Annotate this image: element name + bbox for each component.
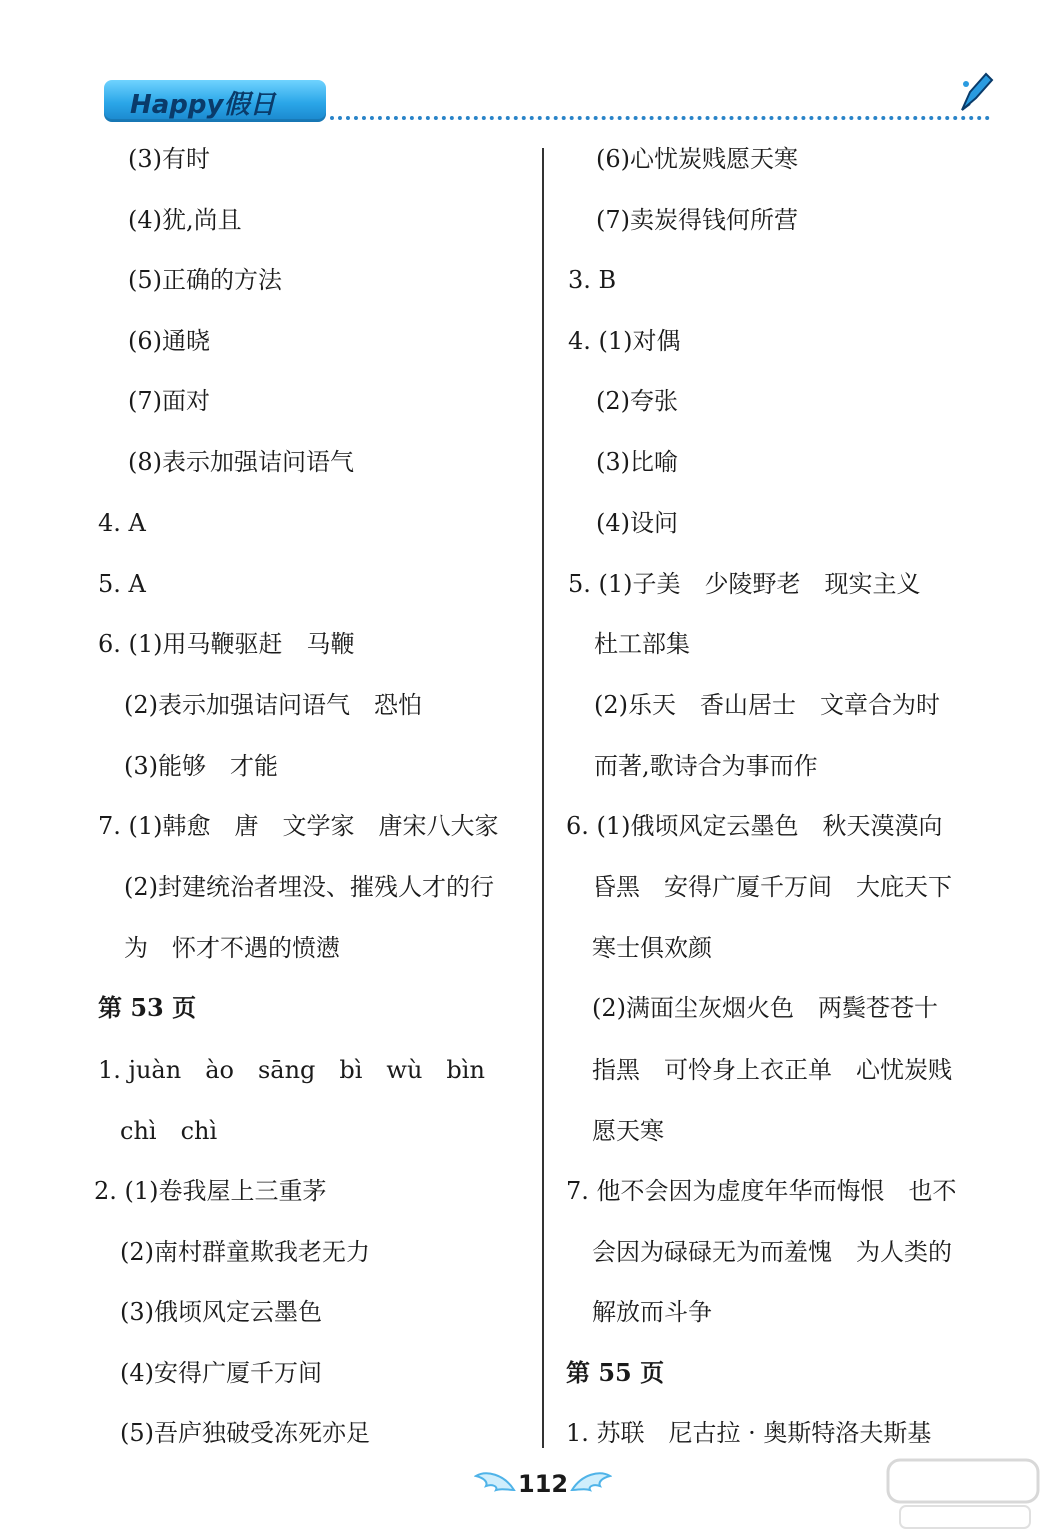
answer-line: 而著,歌诗合为事而作 bbox=[594, 752, 818, 780]
answer-line: 6. (1)俄顷风定云墨色 秋天漠漠向 bbox=[566, 812, 943, 840]
answer-line: 7. 他不会因为虚度年华而悔恨 也不 bbox=[566, 1177, 957, 1205]
answer-line: 4. A bbox=[98, 509, 146, 537]
answer-line: (5)正确的方法 bbox=[128, 266, 282, 294]
answer-line: 2. (1)卷我屋上三重茅 bbox=[94, 1177, 327, 1205]
section-heading: 第 53 页 bbox=[98, 993, 197, 1022]
answer-line: (3)能够 才能 bbox=[124, 752, 278, 780]
answer-line: 愿天寒 bbox=[592, 1117, 664, 1145]
answer-line: 寒士俱欢颜 bbox=[592, 934, 712, 962]
answer-line: (8)表示加强诘问语气 bbox=[128, 448, 354, 476]
answer-line: (6)通晓 bbox=[128, 327, 210, 355]
answer-line: 7. (1)韩愈 唐 文学家 唐宋八大家 bbox=[98, 812, 499, 840]
answer-line: 4. (1)对偶 bbox=[568, 327, 681, 355]
answer-line: (2)乐天 香山居士 文章合为时 bbox=[594, 691, 940, 719]
header-title: Happy假日 bbox=[130, 90, 276, 120]
answer-line: (4)安得广厦千万间 bbox=[120, 1359, 322, 1387]
answer-line: (4)设问 bbox=[596, 509, 678, 537]
answer-line: (6)心忧炭贱愿天寒 bbox=[596, 145, 798, 173]
header-dotted-rule bbox=[330, 116, 990, 120]
wing-icon bbox=[570, 1468, 612, 1504]
answer-line: 5. A bbox=[98, 570, 146, 598]
answer-line: 杜工部集 bbox=[594, 630, 690, 658]
answer-line: 1. juàn ào sāng bì wù bìn bbox=[98, 1056, 485, 1084]
answer-line: 指黑 可怜身上衣正单 心忧炭贱 bbox=[592, 1056, 952, 1084]
answer-line: (3)俄顷风定云墨色 bbox=[120, 1298, 322, 1326]
answer-line: 为 怀才不遇的愤懑 bbox=[124, 934, 340, 962]
answer-line: (3)有时 bbox=[128, 145, 210, 173]
page-footer bbox=[474, 1466, 614, 1506]
answer-line: 昏黑 安得广厦千万间 大庇天下 bbox=[592, 873, 952, 901]
answer-line: (3)比喻 bbox=[596, 448, 678, 476]
wing-icon bbox=[474, 1468, 516, 1504]
answer-line: (7)面对 bbox=[128, 387, 210, 415]
answer-line: 6. (1)用马鞭驱赶 马鞭 bbox=[98, 630, 355, 658]
pen-icon bbox=[956, 70, 996, 114]
column-divider bbox=[542, 148, 544, 1448]
answer-line: (2)表示加强诘问语气 恐怕 bbox=[124, 691, 422, 719]
answer-line: 会因为碌碌无为而羞愧 为人类的 bbox=[592, 1238, 952, 1266]
answer-line: (4)犹,尚且 bbox=[128, 206, 242, 234]
watermark-logo bbox=[880, 1456, 1050, 1534]
answer-line: (7)卖炭得钱何所营 bbox=[596, 206, 798, 234]
answer-line: (2)夸张 bbox=[596, 387, 678, 415]
header-badge bbox=[104, 80, 326, 122]
answer-line: (2)南村群童欺我老无力 bbox=[120, 1238, 370, 1266]
section-heading: 第 55 页 bbox=[566, 1358, 665, 1387]
page-number: 112 bbox=[518, 1470, 569, 1498]
answer-line: 解放而斗争 bbox=[592, 1298, 712, 1326]
answer-line: 1. 苏联 尼古拉 · 奥斯特洛夫斯基 bbox=[566, 1419, 932, 1447]
answer-line: (2)封建统治者埋没、摧残人才的行 bbox=[124, 873, 494, 901]
answer-line: chì chì bbox=[120, 1117, 218, 1145]
answer-line: (2)满面尘灰烟火色 两鬓苍苍十 bbox=[592, 994, 938, 1022]
answer-line: (5)吾庐独破受冻死亦足 bbox=[120, 1419, 370, 1447]
answer-line: 3. B bbox=[568, 266, 617, 294]
answer-line: 5. (1)子美 少陵野老 现实主义 bbox=[568, 570, 921, 598]
